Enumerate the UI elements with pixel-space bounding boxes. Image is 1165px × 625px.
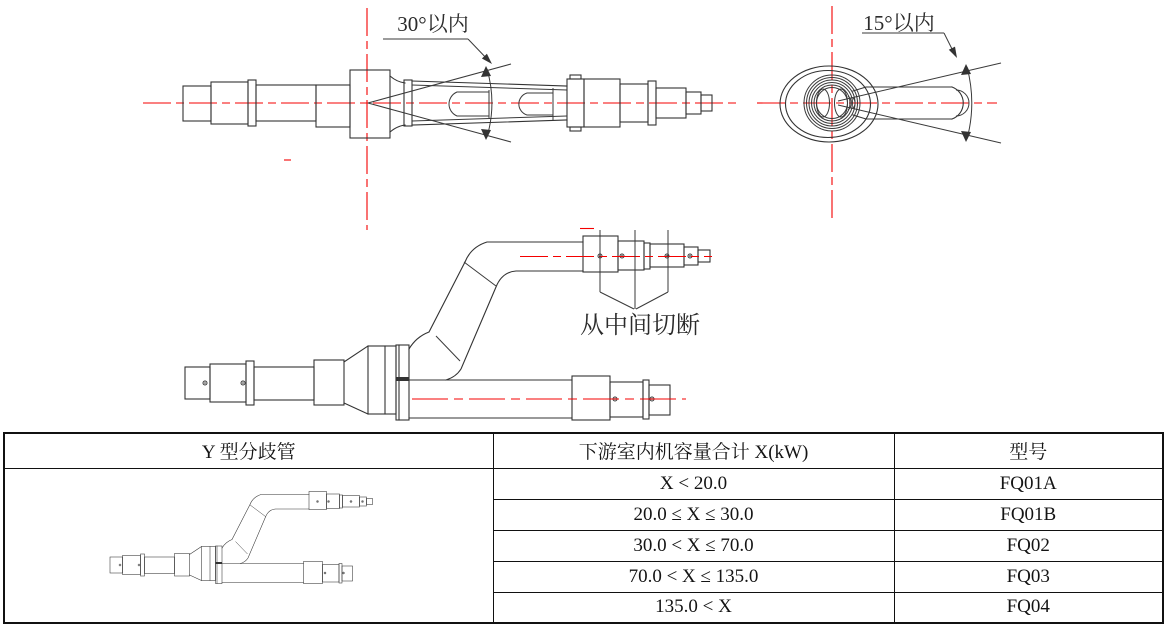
cut-annotation: [580, 230, 700, 339]
pipe-body: [183, 70, 712, 138]
model-cell: FQ02: [894, 530, 1163, 561]
table-row: [4, 468, 1163, 499]
model-selection-table: [3, 432, 1164, 624]
header-model: 型号: [894, 433, 1163, 468]
cut-label: 从中间切断: [580, 313, 700, 339]
side-view-drawing: [143, 8, 737, 230]
branch-pipe-figure-cell: [4, 468, 493, 623]
capacity-cell: 30.0 < X ≤ 70.0: [493, 530, 894, 561]
y-branch-small-figure: [5, 469, 491, 621]
model-cell: FQ01B: [894, 499, 1163, 530]
model-cell: FQ03: [894, 561, 1163, 592]
iso-view-drawing: [185, 229, 712, 421]
capacity-cell: 135.0 < X: [493, 592, 894, 623]
angle-30-label: 30°以内: [397, 12, 469, 36]
capacity-cell: 20.0 ≤ X ≤ 30.0: [493, 499, 894, 530]
capacity-cell: X < 20.0: [493, 468, 894, 499]
angle-15-label: 15°以内: [863, 11, 935, 35]
header-capacity: 下游室内机容量合计 X(kW): [493, 433, 894, 468]
end-view-drawing: [757, 6, 1001, 218]
table-header-row: [4, 433, 1163, 468]
model-cell: FQ04: [894, 592, 1163, 623]
model-cell: FQ01A: [894, 468, 1163, 499]
capacity-cell: 70.0 < X ≤ 135.0: [493, 561, 894, 592]
header-branch-pipe: Y 型分歧管: [4, 433, 493, 468]
